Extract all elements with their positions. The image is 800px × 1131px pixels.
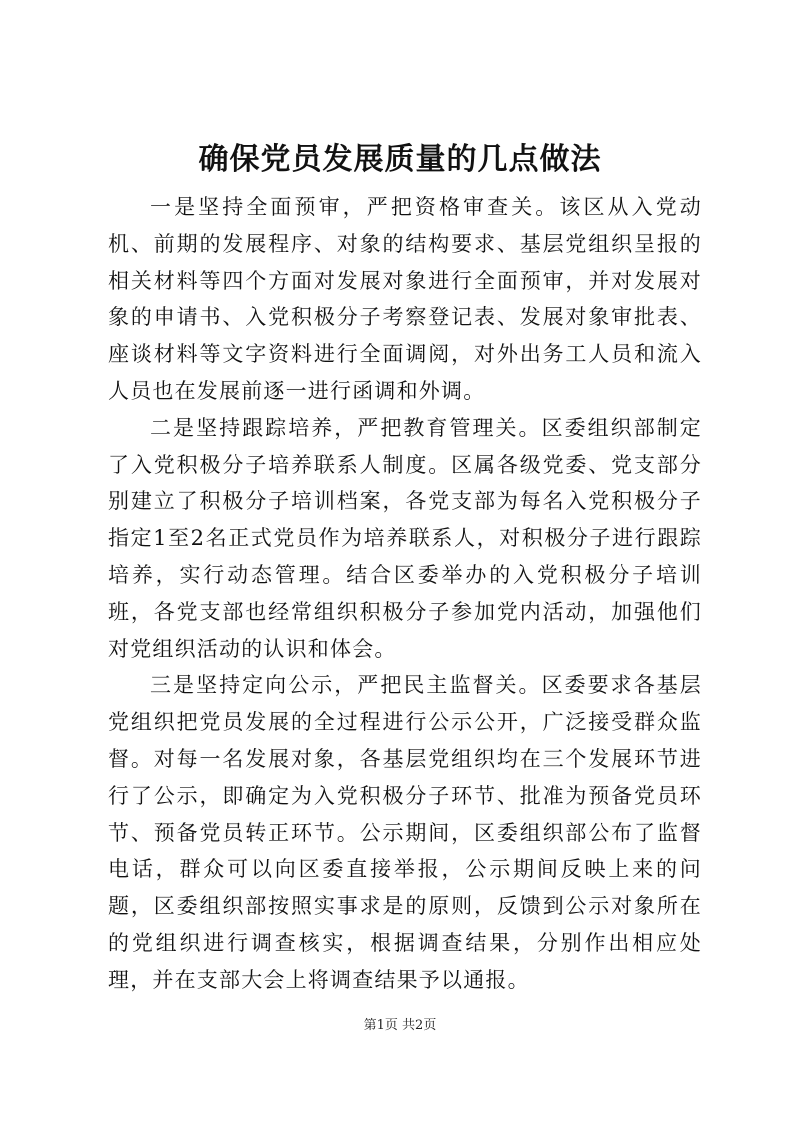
paragraph-1: 一是坚持全面预审，严把资格审查关。该区从入党动机、前期的发展程序、对象的结构要求、基层党组织呈报的相关材料等四个方面对发展对象进行全面预审，并对发展对象的申请书、入党积极分子考察登记表、发展对象审批表、座谈材料等文字资料进行全面调阅，对外出务工人员和流入人员也在发展前逐一进行函调和外调。 (108, 195, 702, 403)
document-body (108, 189, 702, 999)
document-title: 确保党员发展质量的几点做法 (198, 142, 602, 177)
page-footer: 第1页 共2页 (363, 1018, 437, 1033)
paragraph-3: 三是坚持定向公示，严把民主监督关。区委要求各基层党组织把党员发展的全过程进行公示公开，广泛接受群众监督。对每一名发展对象，各基层党组织均在三个发展环节进行了公示，即确定为入党积极分子环节、批准为预备党员环节、预备党员转正环节。公示期间，区委组织部公布了监督电话，群众可以向区委直接举报，公示期间反映上来的问题，区委组织部按照实事求是的原则，反馈到公示对象所在的党组织进行调查核实，根据调查结果，分别作出相应处理，并在支部大会上将调查结果予以通报。 (108, 673, 702, 992)
paragraph-2: 二是坚持跟踪培养，严把教育管理关。区委组织部制定了入党积极分子培养联系人制度。区属各级党委、党支部分别建立了积极分子培训档案，各党支部为每名入党积极分子指定1至2名正式党员作为培养联系人，对积极分子进行跟踪培养，实行动态管理。结合区委举办的入党积极分子培训班，各党支部也经常组织积极分子参加党内活动，加强他们对党组织活动的认识和体会。 (108, 415, 702, 661)
